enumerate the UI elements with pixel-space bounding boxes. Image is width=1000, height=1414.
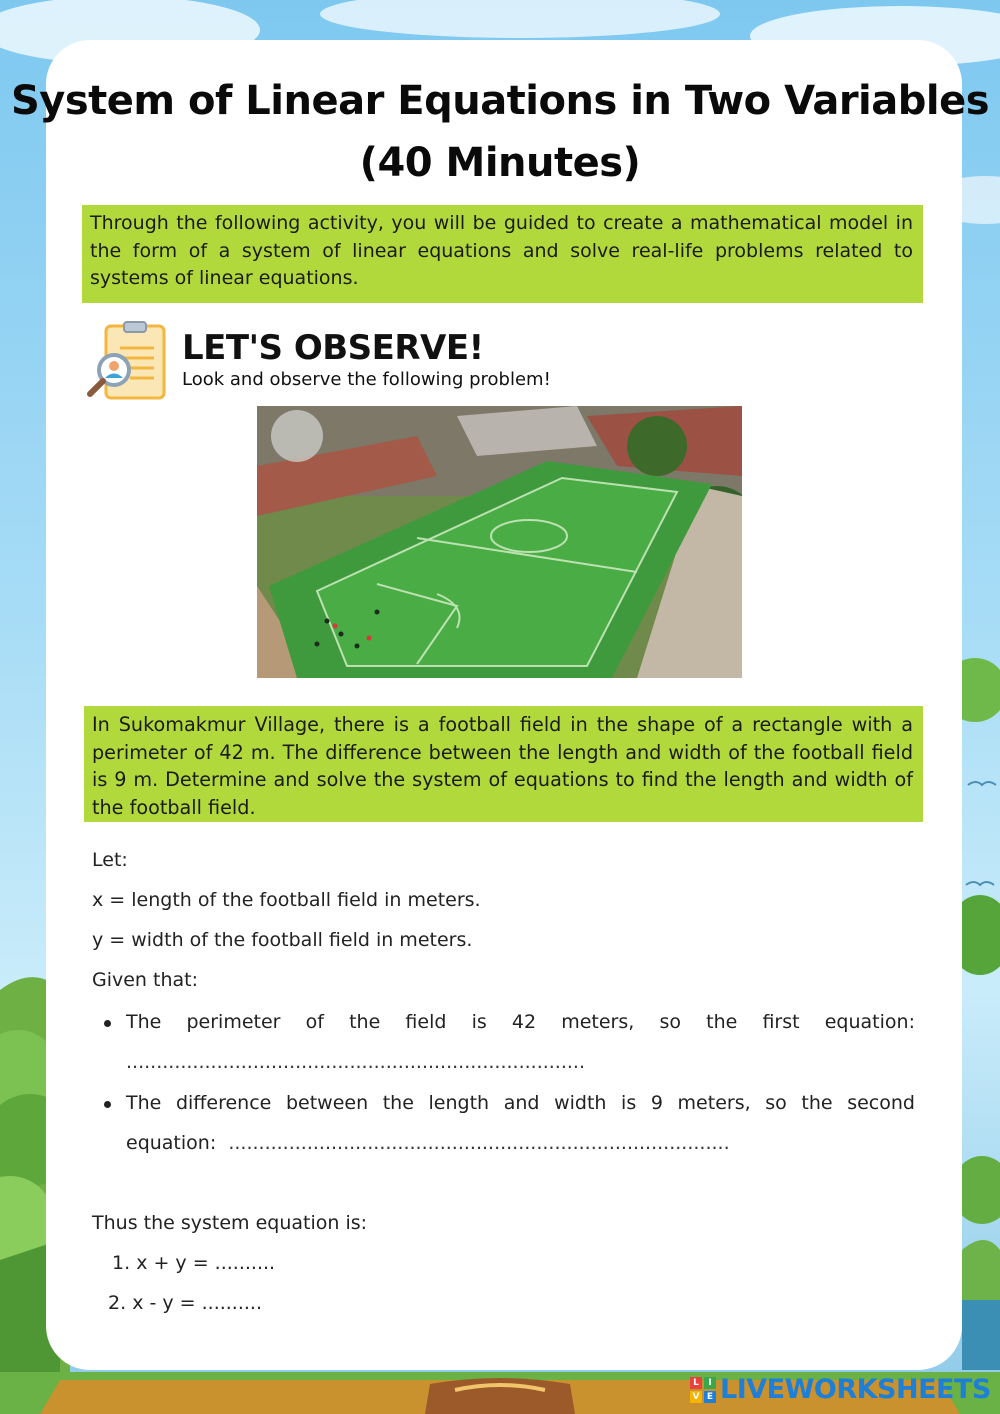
logo-grid-icon	[690, 1377, 716, 1403]
let-label: Let:	[92, 849, 128, 871]
bullet-word: The	[126, 1011, 162, 1033]
bullet-word: 42	[511, 1011, 537, 1033]
bullet-difference-line2	[126, 1123, 915, 1163]
bullet-word: meters,	[677, 1092, 751, 1114]
second-equation-blank[interactable]: ...................................................................................	[228, 1132, 730, 1154]
bullet-word: perimeter	[186, 1011, 281, 1033]
intro-box: Through the following activity, you will be guided to create a mathematical model in the form of a system of linear equations and solve real-life problems related to systems of linear equations.	[82, 205, 923, 303]
bullet-dot-1	[104, 1020, 111, 1027]
bullet-word: the	[706, 1011, 738, 1033]
bullet-word: field	[405, 1011, 447, 1033]
equation-1	[112, 1252, 275, 1274]
equation-1-number: 1.	[112, 1252, 131, 1274]
observe-subheading: Look and observe the following problem!	[182, 369, 551, 390]
bullet-word: so	[765, 1092, 787, 1114]
equation-2	[108, 1292, 262, 1314]
logo-letter: V	[690, 1391, 702, 1403]
x-definition: x = length of the football field in meters.	[92, 889, 481, 911]
bullet-word: the	[349, 1011, 381, 1033]
bullet-word: The	[126, 1092, 162, 1114]
bullet-word: of	[305, 1011, 324, 1033]
bullet-word: second	[847, 1092, 915, 1114]
title-line-1: System of Linear Equations in Two Variables	[10, 78, 990, 124]
logo-letter: I	[704, 1377, 716, 1389]
logo-letter: E	[704, 1391, 716, 1403]
problem-box: In Sukomakmur Village, there is a football field in the shape of a rectangle with a perimeter of 42 m. The difference between the length and width of the football field is 9 m. Determine and solve the system of equations to find the length and width of the football field.	[84, 706, 923, 822]
bullet-word: difference	[175, 1092, 272, 1114]
bullet-perimeter-line1	[126, 1002, 915, 1042]
liveworksheets-logo[interactable]	[690, 1374, 991, 1405]
title-line-2: (40 Minutes)	[359, 140, 641, 186]
bullet-word: the	[801, 1092, 833, 1114]
clipboard-magnifier-icon	[84, 320, 168, 402]
given-label: Given that:	[92, 969, 199, 991]
aerial-football-field-photo	[257, 406, 742, 678]
bullet-difference	[126, 1083, 915, 1163]
bullet-word: first	[762, 1011, 800, 1033]
logo-letter: L	[690, 1377, 702, 1389]
first-equation-blank[interactable]: ............................................................................	[126, 1051, 586, 1073]
worksheet-title	[0, 70, 1000, 194]
bullet-word: 9	[650, 1092, 663, 1114]
bullet-word: and	[503, 1092, 540, 1114]
bullet-word: meters,	[561, 1011, 635, 1033]
equation-1-text[interactable]: x + y = ..........	[136, 1252, 276, 1274]
bullet-word: is	[471, 1011, 487, 1033]
equation-2-number: 2.	[108, 1292, 127, 1314]
bullet-word: length	[428, 1092, 490, 1114]
bullet-word: the	[382, 1092, 414, 1114]
y-definition: y = width of the football field in meters.	[92, 929, 473, 951]
thus-label: Thus the system equation is:	[92, 1212, 368, 1234]
bullet-word: between	[285, 1092, 369, 1114]
bullet-word: width	[554, 1092, 607, 1114]
equation-2-text[interactable]: x - y = ..........	[132, 1292, 263, 1314]
equation-label: equation:	[126, 1132, 217, 1154]
bullet-perimeter	[126, 1002, 915, 1082]
logo-text: LIVEWORKSHEETS	[720, 1374, 991, 1405]
observe-heading: LET'S OBSERVE!	[182, 328, 484, 368]
bullet-word: is	[621, 1092, 637, 1114]
bullet-difference-line1	[126, 1083, 915, 1123]
bullet-word: equation:	[824, 1011, 915, 1033]
bullet-dot-2	[104, 1101, 111, 1108]
bullet-word: so	[659, 1011, 681, 1033]
